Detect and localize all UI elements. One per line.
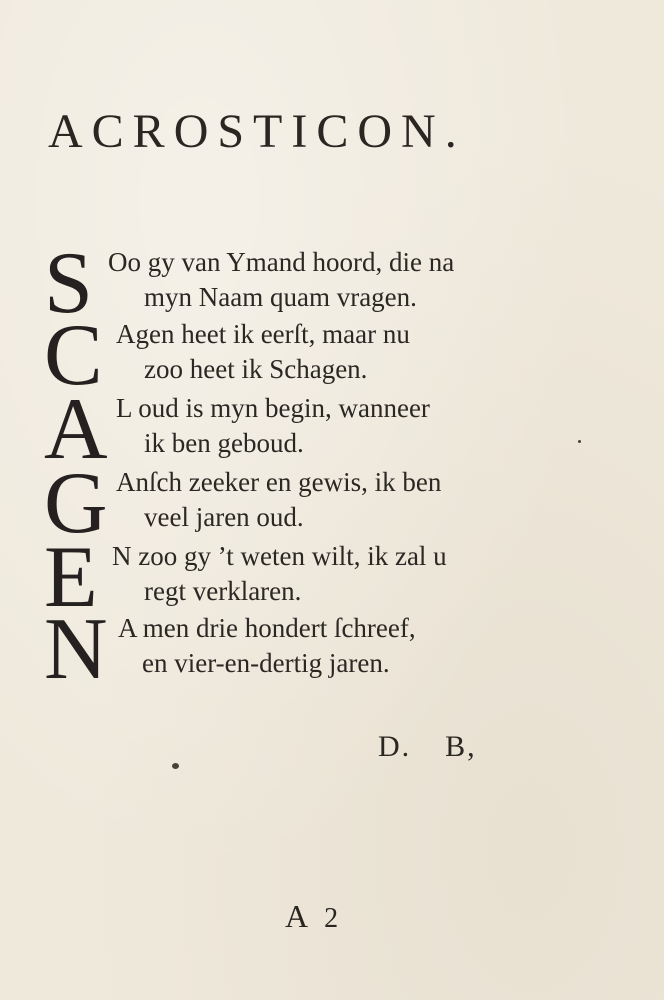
verse-line: myn Naam quam vragen. xyxy=(144,282,417,312)
verse-line: A men drie hondert ſchreef, xyxy=(118,613,416,643)
signature-initials xyxy=(378,730,477,764)
initial-letter: G xyxy=(44,455,108,552)
verse-line: Agen heet ik eerſt, maar nu xyxy=(116,319,410,349)
initial-letter: C xyxy=(44,307,103,404)
verse-line: regt verklaren. xyxy=(144,576,302,606)
initial-letter: S xyxy=(44,235,93,332)
acrostic-stanza-3 xyxy=(44,381,604,478)
verse-line: N zoo gy ’t weten wilt, ik zal u xyxy=(112,541,447,571)
verse-line: Oo gy van Ymand hoord, die na xyxy=(108,247,455,277)
verse-line: zoo heet ik Schagen. xyxy=(144,354,368,384)
verse-line: Anſch zeeker en gewis, ik ben xyxy=(116,467,442,497)
acrostic-stanza-2 xyxy=(44,307,604,404)
verse-line: L oud is myn begin, wanneer xyxy=(116,393,430,423)
signature-second-initial: B, xyxy=(445,730,477,763)
page-title: ACROSTICON. xyxy=(48,105,466,158)
initial-letter: E xyxy=(44,529,98,626)
ink-speck xyxy=(578,440,581,443)
verse-line: veel jaren oud. xyxy=(144,502,304,532)
acrostic-stanza-6 xyxy=(44,601,604,698)
sheet-letter: A xyxy=(285,898,309,934)
acrostic-stanza-4 xyxy=(44,455,604,552)
acrostic-stanza-1 xyxy=(44,235,604,332)
initial-letter: A xyxy=(44,381,108,478)
acrostic-stanza-5 xyxy=(44,529,604,626)
sheet-number: 2 xyxy=(324,903,339,934)
ink-speck xyxy=(172,763,179,769)
initial-letter: N xyxy=(44,601,108,698)
verse-line: ik ben geboud. xyxy=(144,428,304,458)
verse-line: en vier-en-dertig jaren. xyxy=(142,648,390,678)
signature-first-initial: D. xyxy=(378,730,412,763)
sheet-signature-mark xyxy=(285,898,338,935)
